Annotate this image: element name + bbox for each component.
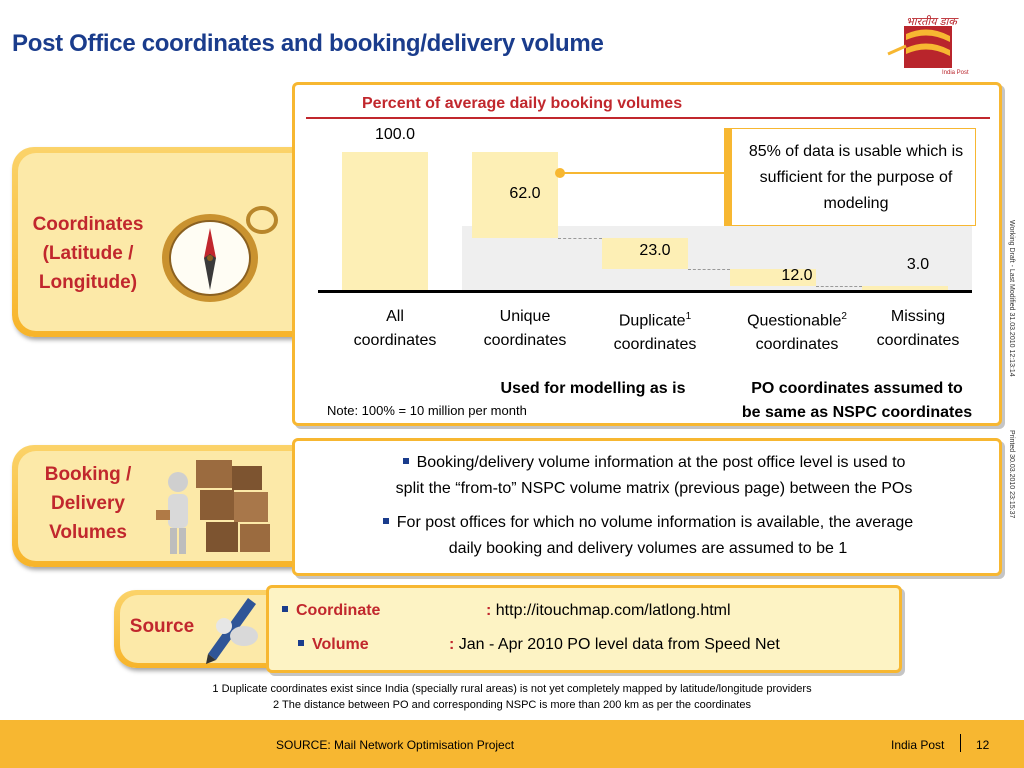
bullet-square-icon — [383, 518, 389, 524]
logo-hindi-text: भारतीय डाक — [906, 16, 957, 28]
booking-tab-label — [16, 460, 160, 547]
coordinates-label-line: Longitude) — [38, 272, 138, 293]
source-value-coordinate-wrap — [486, 602, 731, 620]
coordinates-tab-label — [16, 210, 160, 297]
coordinates-label-line: (Latitude / — [42, 243, 134, 264]
chart-value-label: 62.0 — [509, 184, 541, 202]
source-row-volume — [298, 636, 369, 654]
chart-value-label: 100.0 — [374, 126, 416, 143]
callout-accent-bar — [724, 128, 732, 226]
chart-category-line: coordinates — [613, 336, 697, 354]
callout-dot — [555, 168, 565, 178]
booking-bullet-line: split the “from-to” NSPC volume matrix (previous page) between the POs — [395, 480, 913, 497]
chart-category-line: coordinates — [755, 336, 839, 354]
source-label-coordinate: Coordinate — [296, 602, 381, 619]
compass-icon — [158, 202, 282, 306]
bullet-square-icon — [403, 458, 409, 464]
source-separator: : — [486, 602, 492, 619]
chart-connector — [688, 269, 730, 270]
footer-page-number: 12 — [976, 738, 990, 752]
printed-note — [1004, 430, 1018, 570]
coordinates-label-line: Coordinates — [32, 214, 144, 235]
chart-category-label — [854, 305, 982, 353]
logo-brand-text: India Post — [942, 70, 969, 76]
chart-category-label — [733, 305, 861, 357]
chart-title-rule — [306, 117, 990, 119]
working-draft-note — [1004, 220, 1018, 400]
booking-label-line: Volumes — [49, 522, 127, 543]
page-title: Post Office coordinates and booking/delivery volume — [12, 30, 604, 57]
source-value-volume-wrap — [449, 636, 780, 654]
chart-value-label: 3.0 — [906, 255, 930, 273]
callout-connector — [560, 172, 724, 174]
footnote-marker: 1 — [685, 311, 692, 322]
footnote-2: 2 The distance between PO and corresponding NSPC is more than 200 km as per the coordinates — [273, 699, 751, 711]
source-panel — [266, 585, 902, 673]
chart-value-label: 23.0 — [639, 241, 671, 259]
footer-source: SOURCE: Mail Network Optimisation Project — [276, 738, 515, 752]
footnote-1: 1 Duplicate coordinates exist since India (specially rural areas) is not yet completely mapped by latitude/longitude providers — [212, 683, 812, 695]
bullet-square-icon — [298, 640, 304, 646]
source-tab-label: Source — [129, 616, 195, 637]
chart-title: Percent of average daily booking volumes — [362, 95, 683, 112]
chart-connector — [816, 286, 862, 287]
booking-bullet — [306, 510, 990, 562]
chart-category-label — [331, 305, 459, 353]
printed-text: Printed 30.03.2010 23:15:37 — [1008, 430, 1015, 519]
pen-hand-icon — [204, 592, 268, 664]
india-post-logo — [884, 10, 974, 80]
booking-bullet-line: daily booking and delivery volumes are assumed to be 1 — [448, 540, 848, 557]
bullet-square-icon — [282, 606, 288, 612]
booking-label-line: Booking / — [44, 464, 132, 485]
chart-category-line: All — [386, 308, 404, 325]
source-label-volume: Volume — [312, 636, 369, 653]
chart-baseline — [318, 290, 972, 293]
booking-bullet-line: For post offices for which no volume information is available, the average — [396, 514, 914, 531]
source-row-coordinate — [282, 602, 380, 620]
footnote-marker: 2 — [841, 311, 847, 322]
group-label-used: Used for modelling as is — [500, 380, 686, 397]
chart-connector — [558, 238, 602, 239]
booking-bullet-line: Booking/delivery volume information at the post office level is used to — [416, 454, 906, 471]
chart-category-label — [461, 305, 589, 353]
chart-category-line: coordinates — [483, 332, 567, 349]
group-label-assumed — [722, 377, 992, 425]
chart-category-line: Unique — [499, 308, 551, 325]
callout-box: 85% of data is usable which is sufficient for the purpose of modeling — [724, 128, 976, 226]
source-value-volume: Jan - Apr 2010 PO level data from Speed Net — [458, 636, 780, 653]
booking-bullet — [318, 450, 990, 502]
chart-category-line: Questionable$^2$ — [747, 311, 847, 330]
delivery-boxes-icon — [156, 452, 278, 560]
chart-note: Note: 100% = 10 million per month — [327, 403, 527, 418]
footer-separator — [960, 734, 961, 752]
chart-category-line: Missing — [890, 308, 946, 325]
chart-category-label — [591, 305, 719, 357]
source-separator: : — [449, 636, 455, 653]
group-label-assumed-line: be same as NSPC coordinates — [741, 404, 973, 421]
chart-bar — [342, 152, 428, 290]
footer-org: India Post — [891, 738, 945, 752]
chart-category-line: Duplicate$^1$ — [618, 311, 692, 330]
chart-category-line: coordinates — [876, 332, 960, 349]
chart-category-line: coordinates — [353, 332, 437, 349]
booking-label-line: Delivery — [51, 493, 125, 514]
source-value-coordinate: http://itouchmap.com/latlong.html — [495, 602, 731, 619]
working-draft-text: Working Draft - Last Modified 31.03.2010 12:13:14 — [1008, 220, 1015, 377]
chart-value-label: 12.0 — [781, 267, 813, 285]
group-label-assumed-line: PO coordinates assumed to — [751, 380, 963, 397]
